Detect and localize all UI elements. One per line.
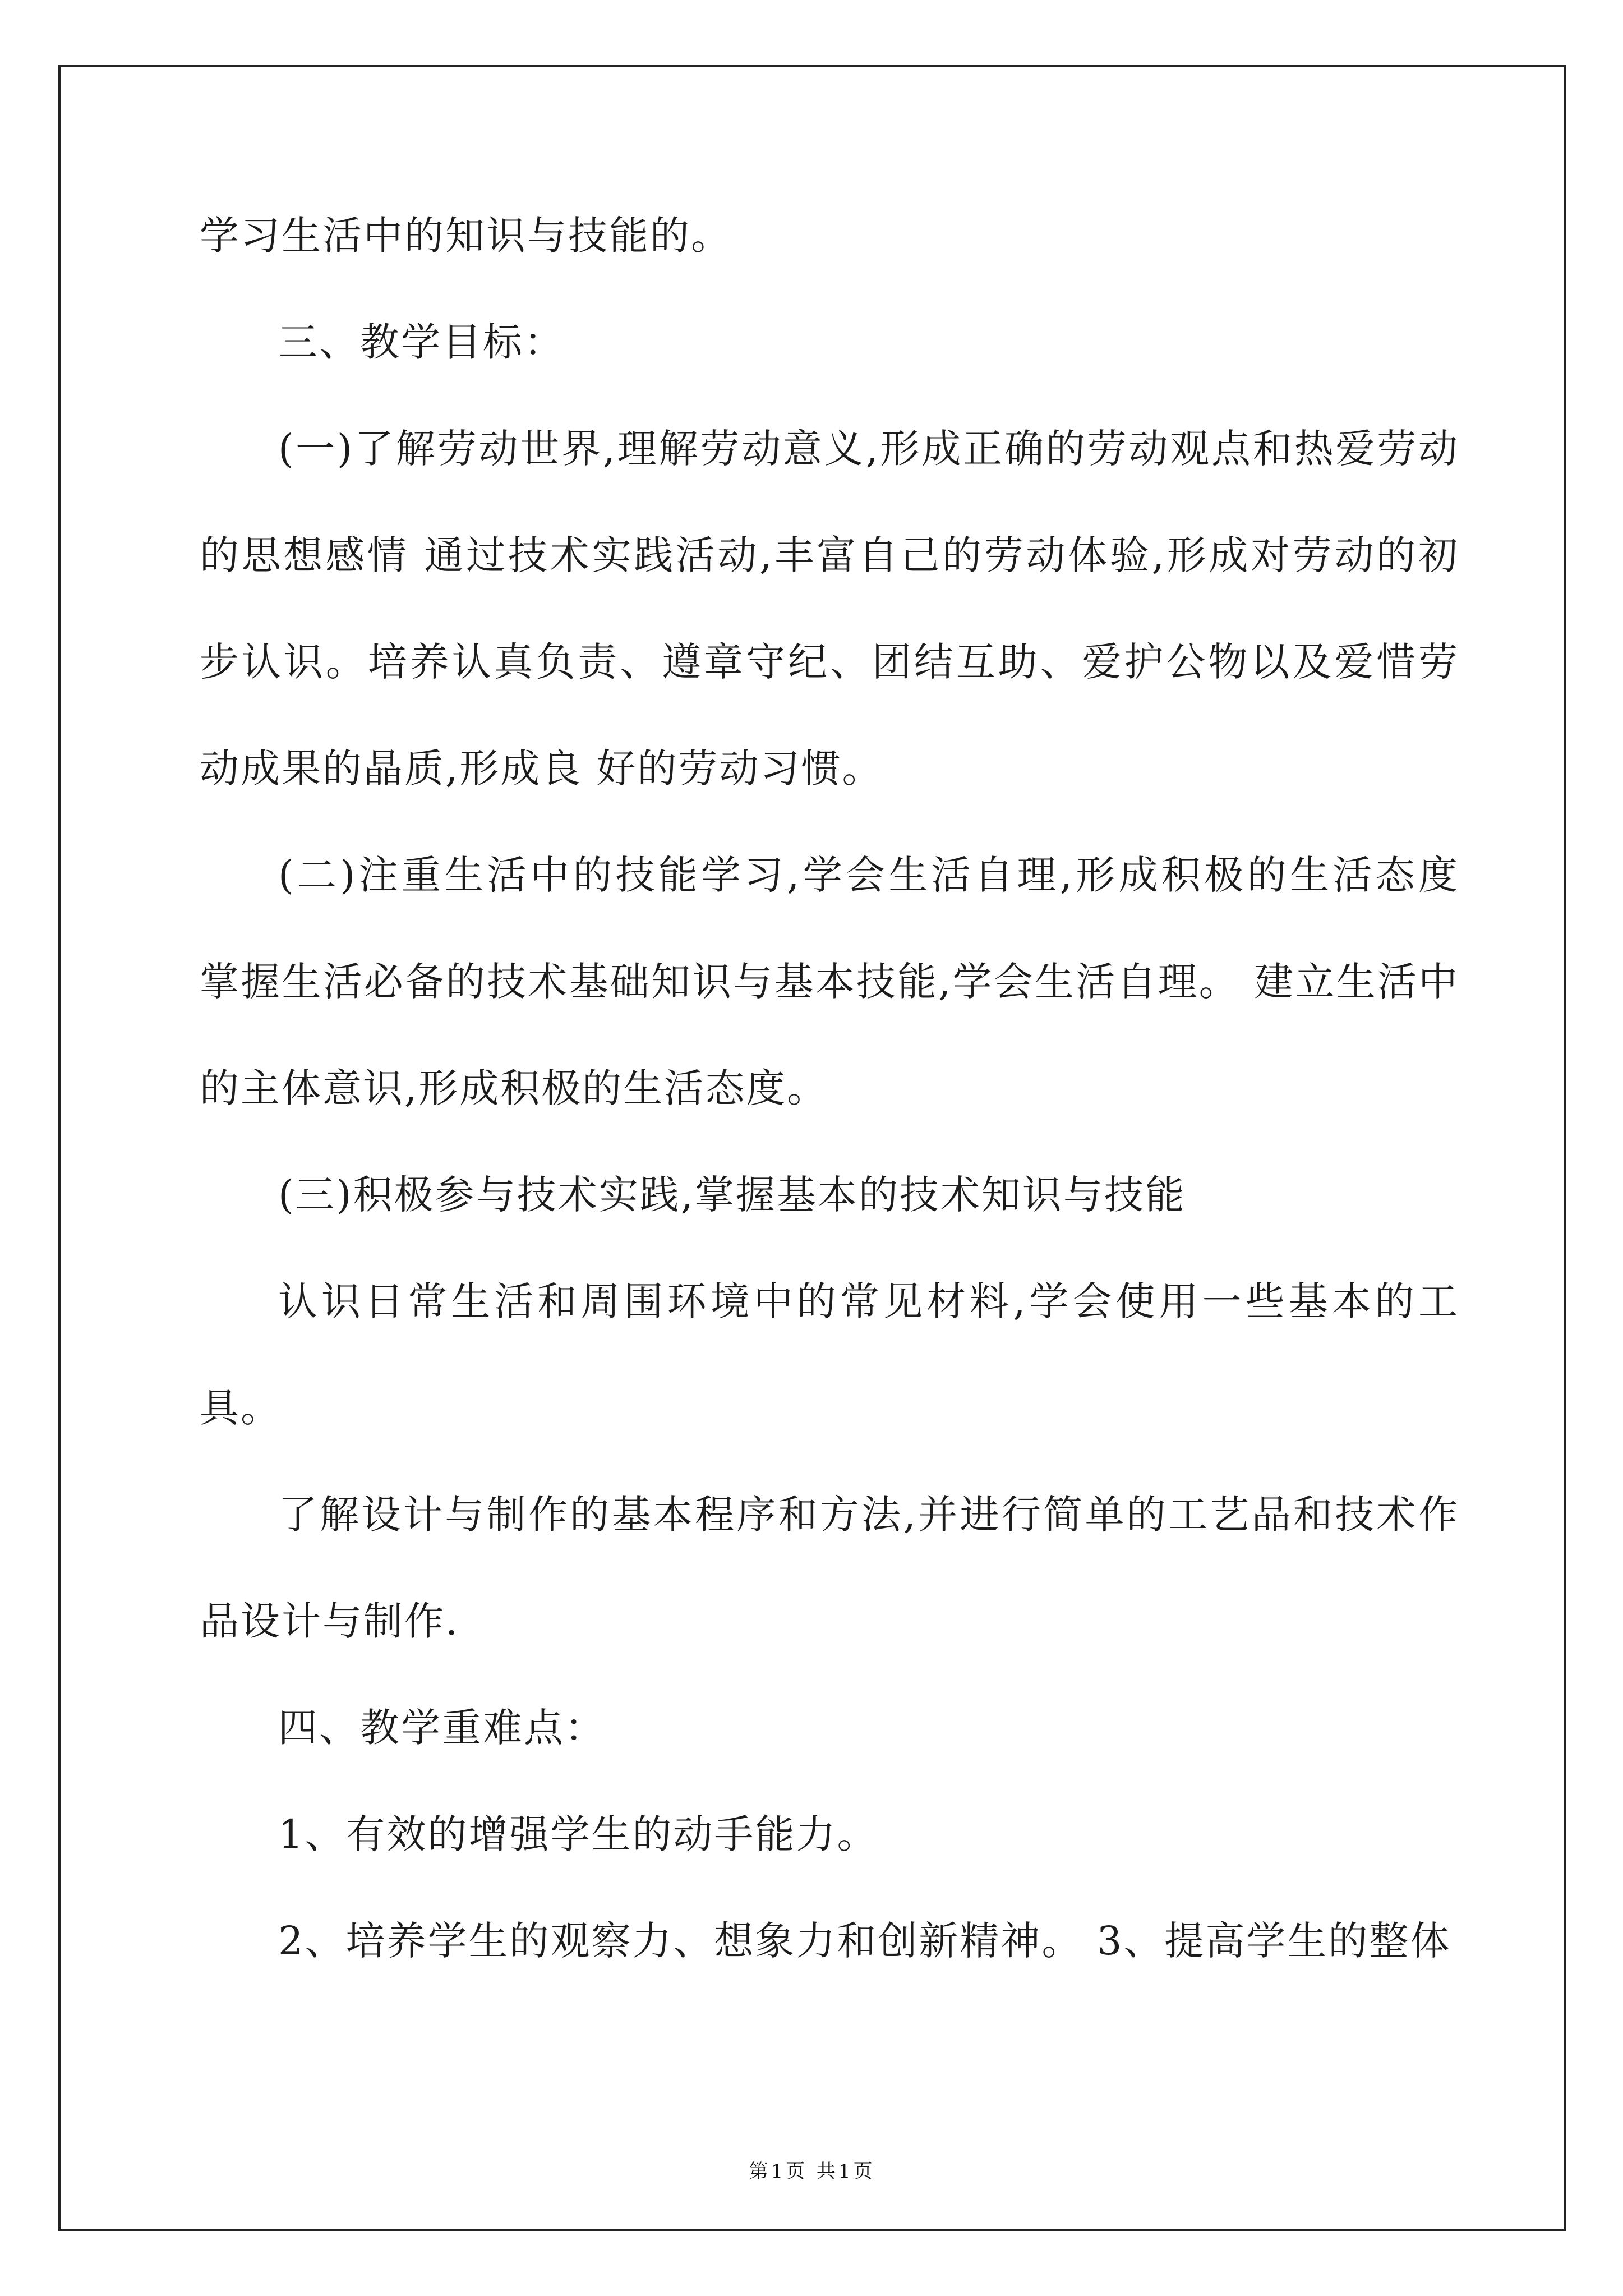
paragraph: 2、培养学生的观察力、想象力和创新精神。 3、提高学生的整体 [278,1918,1451,1964]
paragraph: (三)积极参与技术实践,掌握基本的技术知识与技能 [278,1172,1186,1218]
paragraph: 学习生活中的知识与技能的。 [200,213,732,259]
paragraph: 认识日常生活和周围环境中的常见材料,学会使用一些基本的工具。 [200,1278,1459,1431]
paragraph: 1、有效的增强学生的动手能力。 [278,1811,878,1857]
paragraph: 三、教学目标： [278,319,565,365]
paragraph: 了解设计与制作的基本程序和方法,并进行简单的工艺品和技术作品设计与制作. [200,1492,1459,1644]
document-content [200,182,1459,1994]
paragraph: (二)注重生活中的技能学习,学会生活自理,形成积极的生活态度 掌握生活必备的技术基础知识与基本技能,学会生活自理。 建立生活中的主体意识,形成积极的生活态度。 [200,852,1459,1111]
paragraph: (一)了解劳动世界,理解劳动意义,形成正确的劳动观点和热爱劳动的思想感情 通过技术实践活动,丰富自己的劳动体验,形成对劳动的初步认识。培养认真负责、遵章守纪、团结互助、爱护公物以及爱惜劳动成果的晶质,形成良 好的劳动习惯。 [200,426,1459,792]
paragraph: 四、教学重难点： [278,1705,606,1751]
page-border [58,65,1566,2231]
page-footer: 第1页 共1页 [749,2160,875,2183]
